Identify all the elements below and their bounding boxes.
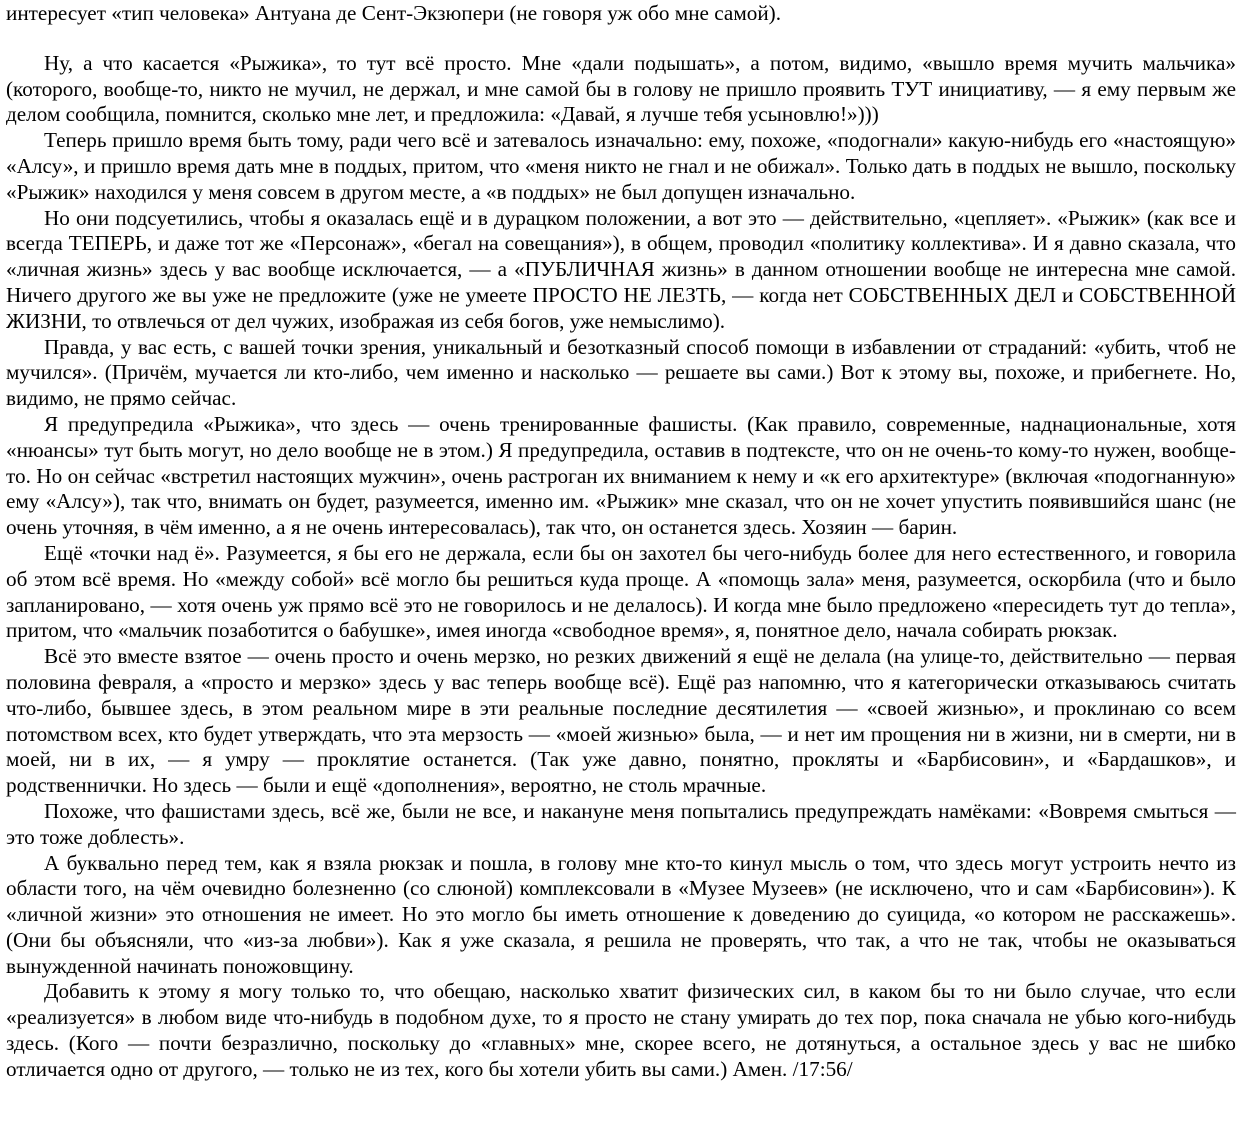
- paragraph-8: Всё это вместе взятое — очень просто и очень мерзко, но резких движений я ещё не делала (на улице-то, действительно — первая половина февраля, а «просто и мерзко» здесь у вас теперь вообще всё). Ещё раз напомню, что я категорически отказываюсь считать что-либо, бывшее здесь, в этом реальном мире в эти реальные последние десятилетия — «своей жизнью», и проклинаю со всем потомством всех, кто будет утверждать, что эта мерзость — «моей жизнью» была, — и нет им прощения ни в жизни, ни в смерти, ни в моей, ни в их, — я умру — проклятие останется. (Так уже давно, понятно, прокляты и «Барбисовин», и «Бардашков», и родственнички. Но здесь — были и ещё «дополнения», вероятно, не столь мрачные.: [6, 644, 1236, 798]
- paragraph-7: Ещё «точки над ё». Разумеется, я бы его не держала, если бы он захотел бы чего-нибудь более для него естественного, и говорила об этом всё время. Но «между собой» всё могло бы решиться куда проще. А «помощь зала» меня, разумеется, оскорбила (что и было запланировано, — хотя очень уж прямо всё это не говорилось и не делалось). И когда мне было предложено «пересидеть тут до тепла», притом, что «мальчик позаботится о бабушке», имея иногда «свободное время», я, понятное дело, начала собирать рюкзак.: [6, 540, 1236, 643]
- paragraph-3: Теперь пришло время быть тому, ради чего всё и затевалось изначально: ему, похоже, «подогнали» какую-нибудь его «настоящую» «Алсу», и пришло время дать мне в поддых, притом, что «меня никто не гнал и не обижал». Только дать в поддых не вышло, поскольку «Рыжик» находился у меня совсем в другом месте, а «в поддых» не был допущен изначально.: [6, 128, 1236, 204]
- paragraph-4: Но они подсуетились, чтобы я оказалась ещё и в дурацком положении, а вот это — действительно, «цепляет». «Рыжик» (как все и всегда ТЕПЕРЬ, и даже тот же «Персонаж», «бегал на совещания»), в общем, проводил «политику коллектива». И я давно сказала, что «личная жизнь» здесь у вас вообще исключается, — а «ПУБЛИЧНАЯ жизнь» в данном отношении вообще не интересна мне самой. Ничего другого же вы уже не предложите (уже не умеете ПРОСТО НЕ ЛЕЗТЬ, — когда нет СОБСТВЕННЫХ ДЕЛ и СОБСТВЕННОЙ ЖИЗНИ, то отвлечься от дел чужих, изображая из себя богов, уже немыслимо).: [6, 205, 1236, 333]
- paragraph-2: Ну, а что касается «Рыжика», то тут всё просто. Мне «дали подышать», а потом, видимо, «вышло время мучить мальчика» (которого, вообще-то, никто не мучил, не держал, и мне самой бы в голову не пришло проявить ТУТ инициативу, — я ему первым же делом сообщила, помнится, сколько мне лет, и предложила: «Давай, я лучше тебя усыновлю!»))): [6, 50, 1236, 127]
- paragraph-10: А буквально перед тем, как я взяла рюкзак и пошла, в голову мне кто-то кинул мысль о том, что здесь могут устроить нечто из области того, на чём очевидно болезненно (со слюной) комплексовали в «Музее Музеев» (не исключено, что и сам «Барбисовин»). К «личной жизни» это отношения не имеет. Но это могло бы иметь отношение к доведению до суицида, «о котором не расскажешь». (Они бы объясняли, что «из-за любви»). Как я уже сказала, я решила не проверять, что так, а что не так, чтобы не оказываться вынужденной начинать поножовщину.: [6, 850, 1236, 978]
- paragraph-9: Похоже, что фашистами здесь, всё же, были не все, и накануне меня попытались предупреждать намёками: «Вовремя смыться — это тоже доблесть».: [6, 798, 1236, 849]
- paragraph-5: Правда, у вас есть, с вашей точки зрения, уникальный и безотказный способ помощи в избавлении от страданий: «убить, чтоб не мучился». (Причём, мучается ли кто-либо, чем именно и насколько — решаете вы сами.) Вот к этому вы, похоже, и прибегнете. Но, видимо, не прямо сейчас.: [6, 334, 1236, 411]
- paragraph-1: интересует «тип человека» Антуана де Сент-Экзюпери (не говоря уж обо мне самой).: [6, 1, 782, 25]
- paragraph-11: Добавить к этому я могу только то, что обещаю, насколько хватит физических сил, в каком бы то ни было случае, что если «реализуется» в любом виде что-нибудь в подобном духе, то я просто не стану умирать до тех пор, пока сначала не убью кого-нибудь здесь. (Кого — почти безразлично, поскольку до «главных» мне, скорее всего, не дотянуться, а остальное здесь у вас не шибко отличается одно от другого, — только не из тех, кого бы хотели убить вы сами.) Амен. /17:56/: [6, 979, 1236, 1081]
- paragraph-6: Я предупредила «Рыжика», что здесь — очень тренированные фашисты. (Как правило, современные, наднациональные, хотя «нюансы» тут быть могут, но дело вообще не в этом.) Я предупредила, оставив в подтексте, что он не очень-то кому-то нужен, вообще-то. Но он сейчас «встретил настоящих мужчин», очень растроган их вниманием к нему и «к его архитектуре» (включая «подогнанную» ему «Алсу»), так что, внимать он будет, разумеется, именно им. «Рыжик» мне сказал, что он не хочет упустить появившийся шанс (не очень уточняя, в чём именно, а я не очень интересовалась), так что, он останется здесь. Хозяин — барин.: [6, 411, 1236, 540]
